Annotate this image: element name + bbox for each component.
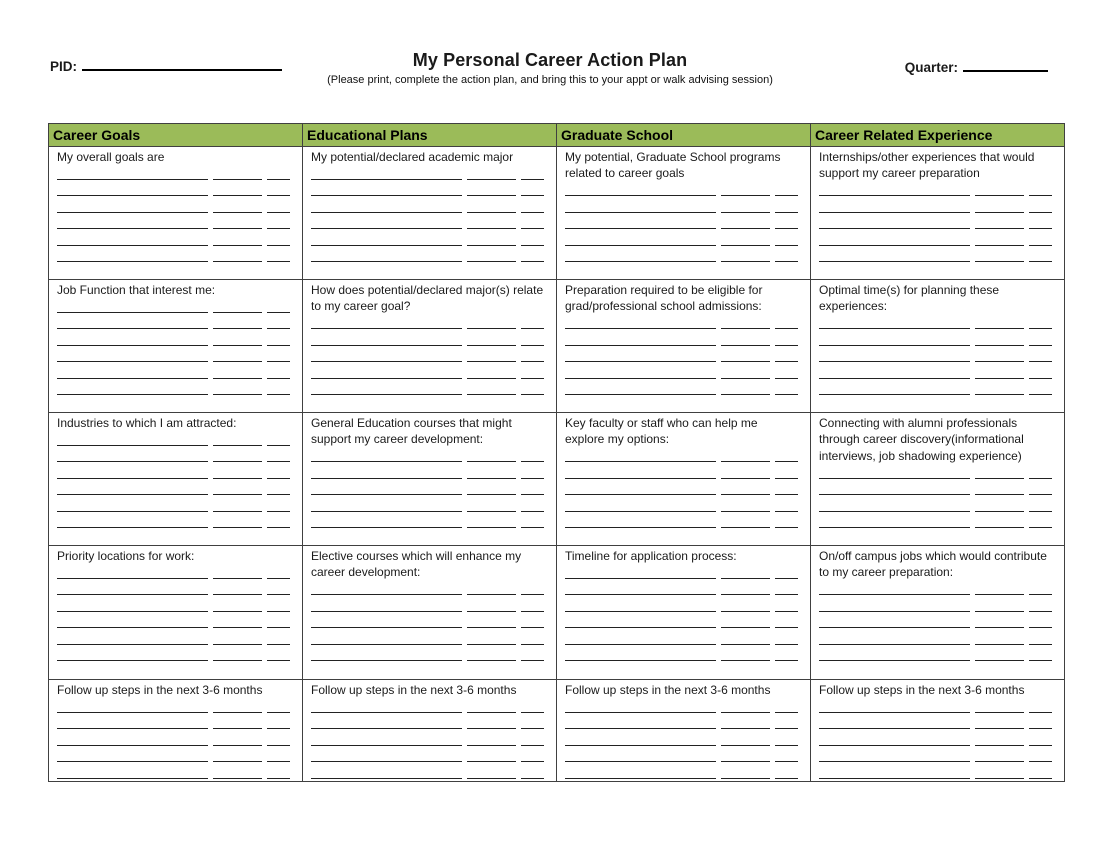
blank-write-line — [57, 198, 290, 215]
blank-write-line — [311, 731, 544, 748]
blank-write-line — [311, 215, 544, 232]
blank-write-line — [57, 748, 290, 765]
cell-prompt: Follow up steps in the next 3-6 months — [565, 683, 771, 697]
blank-write-line — [57, 448, 290, 465]
page-subtitle: (Please print, complete the action plan, and bring this to your appt or walk advising session) — [327, 74, 773, 86]
cell-prompt: Follow up steps in the next 3-6 months — [819, 683, 1025, 697]
table-header-row — [49, 124, 1065, 147]
plan-cell — [557, 280, 811, 413]
cell-prompt: Preparation required to be eligible for grad/professional school admissions: — [565, 283, 763, 314]
blank-write-line — [57, 497, 290, 514]
blank-write-line — [819, 464, 1052, 481]
plan-cell — [49, 546, 303, 680]
blank-write-line — [57, 464, 290, 481]
cell-prompt: My overall goals are — [57, 150, 165, 164]
blank-write-line — [311, 764, 544, 781]
blank-write-line — [819, 647, 1052, 664]
plan-cell — [811, 680, 1065, 782]
blank-write-line — [57, 514, 290, 531]
table-row — [49, 280, 1065, 413]
action-plan-table — [48, 123, 1065, 782]
blank-write-line — [565, 331, 798, 348]
blank-write-line — [311, 514, 544, 531]
blank-write-line — [57, 647, 290, 664]
column-header-career-goals: Career Goals — [49, 124, 303, 147]
blank-write-line — [57, 481, 290, 498]
blank-write-line — [819, 497, 1052, 514]
blank-write-line — [57, 248, 290, 265]
blank-write-line — [565, 497, 798, 514]
blank-write-line — [311, 231, 544, 248]
blank-write-line — [819, 215, 1052, 232]
cell-prompt: Follow up steps in the next 3-6 months — [57, 683, 263, 697]
blank-write-line — [57, 731, 290, 748]
blank-write-line — [819, 364, 1052, 381]
cell-prompt: Timeline for application process: — [565, 549, 737, 563]
blank-write-line — [57, 630, 290, 647]
plan-cell — [49, 280, 303, 413]
blank-write-line — [57, 698, 290, 715]
quarter-blank-line — [963, 58, 1048, 72]
blank-write-line — [565, 748, 798, 765]
blank-write-line — [565, 315, 798, 332]
cell-prompt: Key faculty or staff who can help me explore my options: — [565, 416, 758, 447]
blank-write-line — [819, 764, 1052, 781]
page-title: My Personal Career Action Plan — [412, 50, 688, 70]
blank-write-line — [565, 481, 798, 498]
blank-write-line — [565, 215, 798, 232]
blank-write-line — [311, 448, 544, 465]
blank-write-line — [565, 564, 798, 581]
plan-cell — [303, 680, 557, 782]
blank-write-line — [311, 464, 544, 481]
blank-write-line — [57, 315, 290, 332]
blank-write-line — [57, 597, 290, 614]
quarter-label: Quarter: — [904, 60, 958, 75]
blank-write-line — [819, 481, 1052, 498]
blank-write-line — [819, 630, 1052, 647]
blank-write-line — [565, 198, 798, 215]
blank-write-line — [565, 348, 798, 365]
plan-cell — [811, 413, 1065, 546]
blank-write-line — [565, 731, 798, 748]
blank-write-line — [311, 630, 544, 647]
cell-prompt: My potential/declared academic major — [311, 150, 514, 164]
plan-cell — [49, 680, 303, 782]
plan-cell — [303, 147, 557, 280]
blank-write-line — [311, 364, 544, 381]
cell-prompt: Internships/other experiences that would support my career preparation — [819, 150, 1035, 181]
plan-cell — [557, 413, 811, 546]
blank-write-line — [565, 248, 798, 265]
column-header-career-related-experience: Career Related Experience — [811, 124, 1065, 147]
blank-write-line — [57, 348, 290, 365]
blank-write-line — [311, 348, 544, 365]
blank-write-line — [565, 464, 798, 481]
cell-prompt: Elective courses which will enhance my career development: — [311, 549, 522, 580]
blank-write-line — [565, 514, 798, 531]
cell-prompt: General Education courses that might support my career development: — [311, 416, 512, 447]
blank-write-line — [57, 215, 290, 232]
blank-write-line — [819, 597, 1052, 614]
blank-write-line — [565, 647, 798, 664]
blank-write-line — [565, 231, 798, 248]
blank-write-line — [311, 481, 544, 498]
blank-write-line — [819, 198, 1052, 215]
blank-write-line — [819, 381, 1052, 398]
blank-write-line — [311, 182, 544, 199]
blank-write-line — [311, 597, 544, 614]
plan-cell — [49, 147, 303, 280]
blank-write-line — [311, 614, 544, 631]
plan-cell — [303, 280, 557, 413]
blank-write-line — [819, 182, 1052, 199]
column-header-graduate-school: Graduate School — [557, 124, 811, 147]
cell-prompt: Follow up steps in the next 3-6 months — [311, 683, 517, 697]
blank-write-line — [819, 331, 1052, 348]
blank-write-line — [57, 364, 290, 381]
blank-write-line — [565, 597, 798, 614]
blank-write-line — [311, 715, 544, 732]
blank-write-line — [311, 581, 544, 598]
blank-write-line — [819, 248, 1052, 265]
blank-write-line — [311, 248, 544, 265]
table-row — [49, 680, 1065, 782]
blank-write-line — [57, 182, 290, 199]
table-row — [49, 546, 1065, 680]
plan-cell — [557, 147, 811, 280]
blank-write-line — [57, 381, 290, 398]
blank-write-line — [565, 182, 798, 199]
blank-write-line — [819, 748, 1052, 765]
blank-write-line — [57, 331, 290, 348]
blank-write-line — [311, 748, 544, 765]
cell-prompt: My potential, Graduate School programs related to career goals — [565, 150, 781, 181]
blank-write-line — [565, 715, 798, 732]
quarter-field — [905, 58, 1048, 77]
blank-write-line — [819, 715, 1052, 732]
plan-cell — [303, 546, 557, 680]
table-row — [49, 413, 1065, 546]
plan-cell — [557, 546, 811, 680]
blank-write-line — [57, 581, 290, 598]
blank-write-line — [565, 764, 798, 781]
blank-write-line — [565, 581, 798, 598]
blank-write-line — [819, 348, 1052, 365]
blank-write-line — [819, 698, 1052, 715]
pid-label: PID: — [50, 59, 77, 74]
blank-write-line — [311, 647, 544, 664]
blank-write-line — [565, 448, 798, 465]
table-header — [49, 124, 1065, 147]
blank-write-line — [565, 698, 798, 715]
blank-write-line — [57, 431, 290, 448]
blank-write-line — [311, 315, 544, 332]
blank-write-line — [57, 298, 290, 315]
blank-write-line — [565, 630, 798, 647]
page-header — [0, 0, 1100, 123]
table-row — [49, 147, 1065, 280]
blank-write-line — [311, 497, 544, 514]
column-header-educational-plans: Educational Plans — [303, 124, 557, 147]
blank-write-line — [819, 231, 1052, 248]
plan-cell — [303, 413, 557, 546]
blank-write-line — [57, 715, 290, 732]
blank-write-line — [819, 731, 1052, 748]
plan-cell — [811, 546, 1065, 680]
blank-write-line — [57, 231, 290, 248]
blank-write-line — [819, 581, 1052, 598]
plan-cell — [811, 280, 1065, 413]
blank-write-line — [565, 614, 798, 631]
cell-prompt: Connecting with alumni professionals through career discovery(informational interviews, job shadowing experience) — [819, 416, 1024, 463]
blank-write-line — [311, 331, 544, 348]
blank-write-line — [311, 198, 544, 215]
blank-write-line — [57, 165, 290, 182]
blank-write-line — [57, 764, 290, 781]
plan-cell — [557, 680, 811, 782]
blank-write-line — [311, 381, 544, 398]
blank-write-line — [311, 165, 544, 182]
blank-write-line — [57, 614, 290, 631]
cell-prompt: Job Function that interest me: — [57, 283, 216, 297]
blank-write-line — [819, 614, 1052, 631]
cell-prompt: Priority locations for work: — [57, 549, 195, 563]
cell-prompt: On/off campus jobs which would contribute to my career preparation: — [819, 549, 1047, 580]
blank-write-line — [565, 364, 798, 381]
blank-write-line — [57, 564, 290, 581]
blank-write-line — [819, 315, 1052, 332]
blank-write-line — [819, 514, 1052, 531]
blank-write-line — [311, 698, 544, 715]
plan-cell — [49, 413, 303, 546]
cell-prompt: Optimal time(s) for planning these experiences: — [819, 283, 1000, 314]
cell-prompt: How does potential/declared major(s) relate to my career goal? — [311, 283, 544, 314]
cell-prompt: Industries to which I am attracted: — [57, 416, 237, 430]
blank-write-line — [565, 381, 798, 398]
plan-cell — [811, 147, 1065, 280]
